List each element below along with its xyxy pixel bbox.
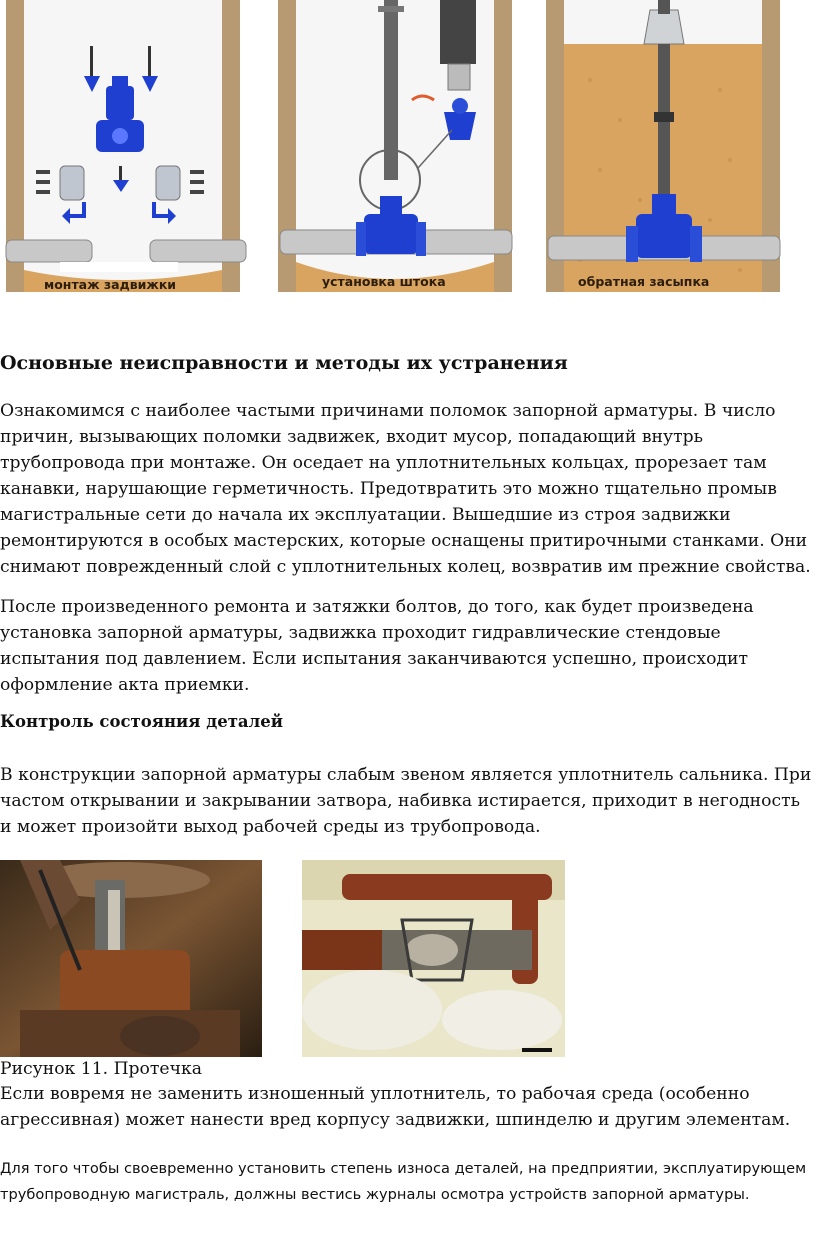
- key-handle: [440, 0, 476, 64]
- gland-packing-photo: [302, 860, 565, 1057]
- valve-install-illustration: [0, 0, 252, 300]
- figure-caption: Рисунок 11. Протечка: [0, 1059, 202, 1079]
- stem-install-illustration: [272, 0, 524, 300]
- panel-label-1: монтаж задвижки: [44, 277, 177, 292]
- pipe-right: [150, 240, 246, 262]
- paragraph-inspection-logs: Для того чтобы своевременно установить степень износа деталей, на предприятии, эксплуатирующем трубопроводную магистраль, должны вестись журналы осмотра устройств запорной арматуры.: [0, 1160, 807, 1203]
- backfill-illustration: [540, 0, 792, 300]
- stem-rod: [384, 0, 398, 180]
- pipe-left: [6, 240, 92, 262]
- paragraph-repair: После произведенного ремонта и затяжки болтов, до того, как будет произведена установка запорной арматуры, задвижка проходит гидравлические стендовые испытания под давлением. Если испытания заканчиваются успешно, происходит оформление акта приемки.: [0, 597, 754, 695]
- rusty-valve-photo: [0, 860, 262, 1057]
- panel-label-2: установка штока: [322, 274, 446, 289]
- panel-label-3: обратная засыпка: [578, 274, 710, 289]
- paragraph-consequences: Если вовремя не заменить изношенный уплотнитель, то рабочая среда (особенно агрессивная) может нанести вред корпусу задвижки, шпинделю и другим элементам.: [0, 1084, 791, 1130]
- subsection-title: Контроль состояния деталей: [0, 712, 283, 731]
- paragraph-gland: В конструкции запорной арматуры слабым звеном является уплотнитель сальника. При частом открывании и закрывании затвора, набивка истирается, приходит в негодность и может произойти выход рабочей среды из трубопровода.: [0, 765, 812, 837]
- paragraph-causes: Ознакомимся с наиболее частыми причинами поломок запорной арматуры. В число причин, вызывающих поломки задвижек, входит мусор, попадающий внутрь трубопровода при монтаже. Он оседает на уплотнительных кольцах, прорезает там канавки, нарушающие герметичность. Предотвратить это можно тщательно промыв магистральные сети до начала их эксплуатации. Вышедшие из строя задвижки ремонтируются в особых мастерских, которые оснащены притирочными станками. Они снимают поврежденный слой с уплотнительных колец, возвратив им прежние свойства.: [0, 401, 811, 577]
- section-title: Основные неисправности и методы их устранения: [0, 352, 568, 374]
